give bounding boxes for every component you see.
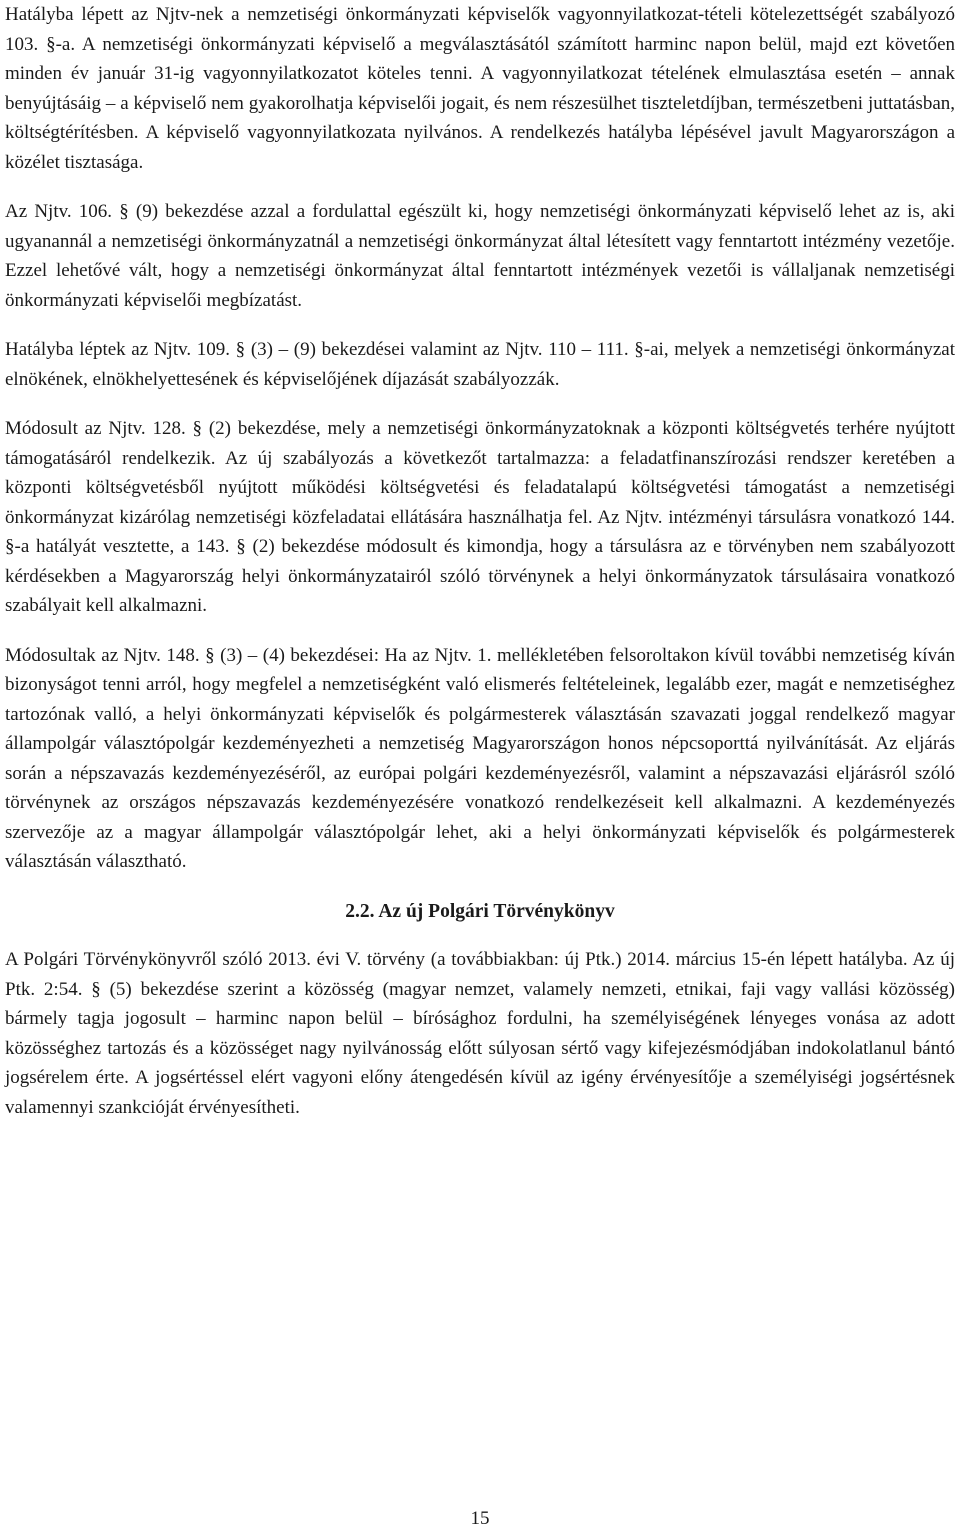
paragraph-vagyonnyilatkozat: Hatályba lépett az Njtv-nek a nemzetiségi önkormányzati képviselők vagyonnyilatkozat-tételi kötelezettségét szabályozó 103. §-a. A nemzetiségi önkormányzati képviselő a megválasztásától számított harminc napon belül, majd ezt követően minden év január 31-ig vagyonnyilatkozatot köteles tenni. A vagyonnyilatkozat tételének elmulasztása esetén – annak benyújtásáig – a képviselő nem gyakorolhatja képviselői jogait, és nem részesülhet tiszteletdíjban, természetbeni juttatásban, költségtérítésben. A képviselő vagyonnyilatkozata nyilvános. A rendelkezés hatályba lépésével javult Magyarországon a közélet tisztasága. <box>5 4 955 173</box>
page-number: 15 <box>470 1508 490 1529</box>
paragraph-njtv-128: Módosult az Njtv. 128. § (2) bekezdése, mely a nemzetiségi önkormányzatoknak a központi költségvetés terhére nyújtott támogatásáról rendelkezik. Az új szabályozás a következőt tartalmazza: a feladatfinanszírozási rendszer keretében a központi költségvetésből nyújtott működési költségvetési és feladatalapú költségvetési támogatást a nemzetiségi önkormányzat kizárólag nemzetiségi közfeladatai ellátására használhatja fel. Az Njtv. intézményi társulásra vonatkozó 144. §-a hatályát vesztette, a 143. § (2) bekezdése módosult és kimondja, hogy a társulásra az e törvényben nem szabályozott kérdésekben a Magyarország helyi önkormányzatairól szóló törvénynek a helyi önkormányzatok társulásaira vonatkozó szabályait kell alkalmazni. <box>5 418 955 616</box>
paragraph-polgari-torvenykonyv: A Polgári Törvénykönyvről szóló 2013. évi V. törvény (a továbbiakban: új Ptk.) 2014. március 15-én lépett hatályba. Az új Ptk. 2:54. § (5) bekezdése szerint a közösség (magyar nemzet, valamely nemzeti, etnikai, faji vagy vallási közösség) bármely tagja jogosult – harminc napon belül – bírósághoz fordulni, ha személyiségének lényeges vonása az adott közösséghez tartozás és a közösséget nagy nyilvánosság előtt súlyosan sértő vagy kifejezésmódjában indokolatlanul bántó jogsérelem érte. A jogsértéssel elért vagyoni előny átengedésén kívül az igény érvényesítője a személyiségi jogsértésnek valamennyi szankcióját érvényesítheti. <box>5 949 955 1118</box>
document-page <box>5 0 955 1142</box>
paragraph-njtv-109: Hatályba léptek az Njtv. 109. § (3) – (9) bekezdései valamint az Njtv. 110 – 111. §-ai, melyek a nemzetiségi önkormányzat elnökének, elnökhelyettesének és képviselőjének díjazását szabályozzák. <box>5 339 955 390</box>
section-heading: 2.2. Az új Polgári Törvénykönyv <box>345 900 615 922</box>
paragraph-njtv-106: Az Njtv. 106. § (9) bekezdése azzal a fordulattal egészült ki, hogy nemzetiségi önkormányzati képviselő lehet az is, aki ugyanannál a nemzetiségi önkormányzatnál a nemzetiségi önkormányzat által létesített vagy fenntartott intézmény vezetője. Ezzel lehetővé vált, hogy a nemzetiségi önkormányzat által fenntartott intézmények vezetői is vállaljanak nemzetiségi önkormányzati képviselői megbízatást. <box>5 201 955 311</box>
paragraph-njtv-148: Módosultak az Njtv. 148. § (3) – (4) bekezdései: Ha az Njtv. 1. mellékletében felsoroltakon kívül további nemzetiség kíván bizonyságot tenni arról, hogy megfelel a nemzetiségként való elismerés feltételeinek, legalább ezer, magát e nemzetiséghez tartozónak valló, a helyi önkormányzati képviselők és polgármesterek választásán szavazati joggal rendelkező magyar állampolgár választópolgár kezdeményezheti a nemzetiség Magyarországon honos népcsoporttá nyilvánítását. Az eljárás során a népszavazás kezdeményezéséről, az európai polgári kezdeményezésről, valamint a népszavazási eljárásról szóló törvénynek az országos népszavazás kezdeményezésére vonatkozó rendelkezéseit kell alkalmazni. A kezdeményezés szervezője az a magyar állampolgár választópolgár lehet, aki a helyi önkormányzati képviselők és polgármesterek választásán választható. <box>5 644 955 872</box>
